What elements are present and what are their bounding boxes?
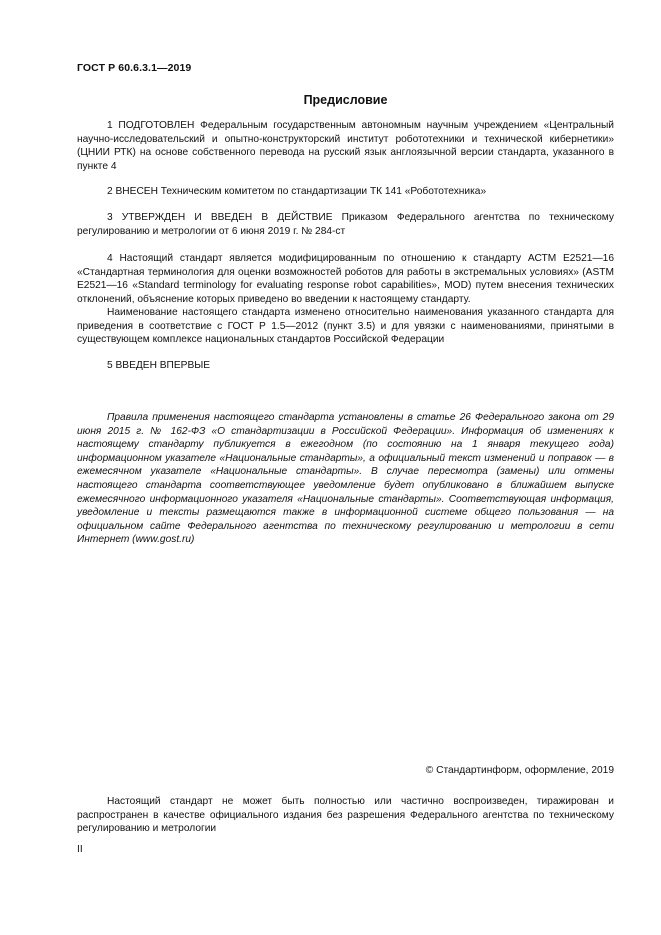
document-number-header: ГОСТ Р 60.6.3.1—2019 xyxy=(77,62,192,74)
foreword-item-3: 3 УТВЕРЖДЕН И ВВЕДЕН В ДЕЙСТВИЕ Приказом Федерального агентства по техническому регулированию и метрологии от 6 июня 2019 г. № 284-ст xyxy=(77,212,614,237)
page-number: II xyxy=(77,844,83,855)
copyright-line: © Стандартинформ, оформление, 2019 xyxy=(425,765,614,776)
foreword-item-5: 5 ВВЕДЕН ВПЕРВЫЕ xyxy=(107,360,211,371)
foreword-title: Предисловие xyxy=(303,93,388,107)
reproduction-notice: Настоящий стандарт не может быть полностью или частично воспроизведен, тиражирован и распространен в качестве официального издания без разрешения Федерального агентства по техническому регулированию и метрологии xyxy=(77,796,614,835)
foreword-item-2: 2 ВНЕСЕН Техническим комитетом по стандартизации ТК 141 «Робототехника» xyxy=(107,186,487,197)
foreword-item-4: 4 Настоящий стандарт является модифицированным по отношению к стандарту АСТМ Е2521—16 «Стандартная терминология для оценки возможностей роботов для работы в экстремальных условиях» (ASTM E2521—16 «Standard terminology for evaluating response robot capabilities», MOD) путем внесения технических отклонений, объяснение которых приведено во введении к настоящему стандарту. xyxy=(77,253,614,305)
foreword-item-4-name-note: Наименование настоящего стандарта изменено относительно наименования указанного стандарта для приведения в соответствие с ГОСТ Р 1.5—2012 (пункт 3.5) и для увязки с наименованиями, принятыми в существующем комплексе национальных стандартов Российской Федерации xyxy=(77,307,614,346)
rules-of-application-notice: Правила применения настоящего стандарта установлены в статье 26 Федерального закона от 29 июня 2015 г. № 162-ФЗ «О стандартизации в Российской Федерации». Информация об изменениях к настоящему стандарту публикуется в ежегодном (по состоянию на 1 января текущего года) информационном указателе «Национальные стандарты», а официальный текст изменений и поправок — в ежемесячном указателе «Национальные стандарты». В случае пересмотра (замены) или отмены настоящего стандарта соответствующее уведомление будет опубликовано в ближайшем выпуске ежемесячного информационного указателя «Национальные стандарты». Соответствующая информация, уведомление и тексты размещаются также в информационной системе общего пользования — на официальном сайте Федерального агентства по техническому регулированию и метрологии в сети Интернет (www.gost.ru) xyxy=(77,412,614,546)
page-title xyxy=(0,93,661,107)
foreword-item-1: 1 ПОДГОТОВЛЕН Федеральным государственным автономным научным учреждением «Центральный научно-исследовательский и опытно-конструкторский институт робототехники и технической кибернетики» (ЦНИИ РТК) на основе собственного перевода на русский язык англоязычной версии стандарта, указанного в пункте 4 xyxy=(77,120,614,172)
